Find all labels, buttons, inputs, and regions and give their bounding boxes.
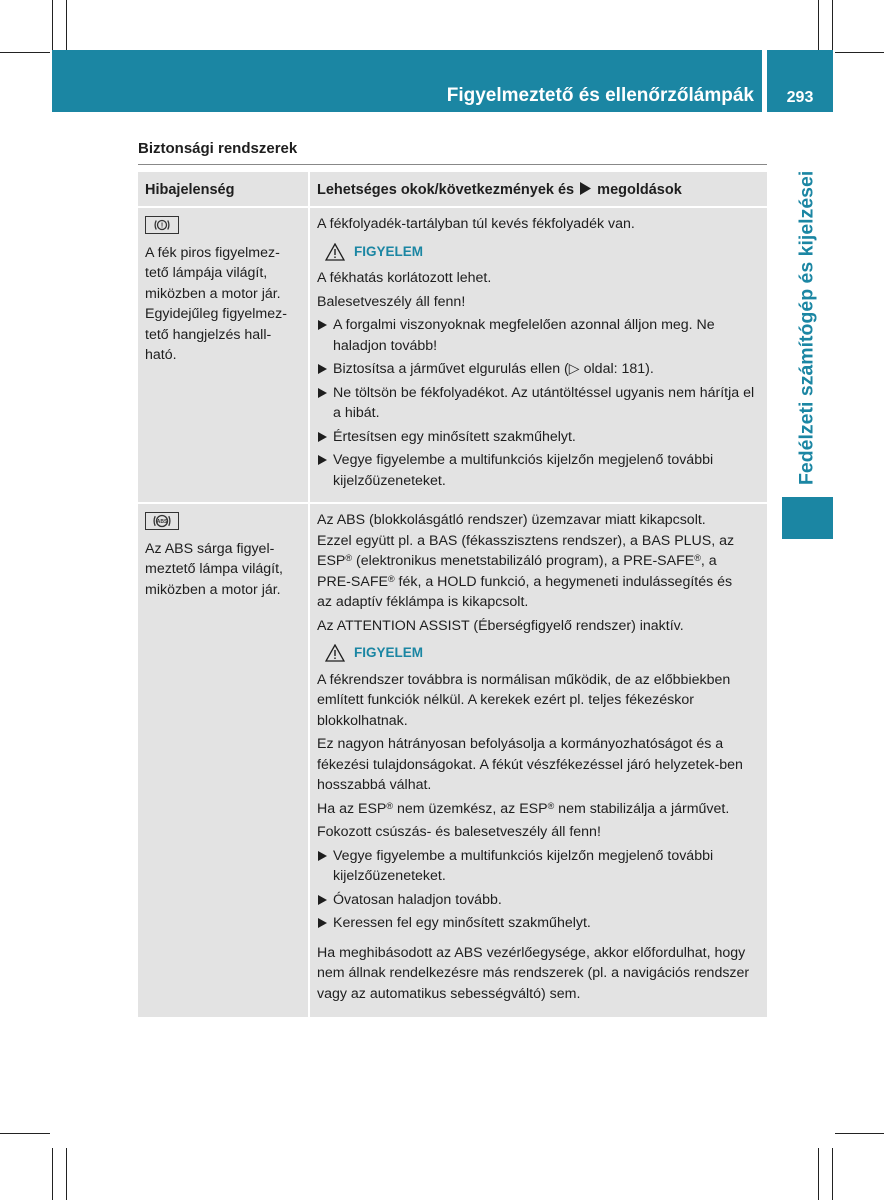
abs-warning-lamp-icon — [145, 512, 179, 530]
side-tab-marker — [782, 497, 833, 539]
warning-text: A fékhatás korlátozott lehet. — [317, 270, 492, 286]
triangle-arrow-icon — [579, 182, 592, 195]
warning-label: FIGYELEM — [354, 645, 424, 660]
symptom-cell — [138, 207, 309, 503]
warning-triangle-icon — [325, 644, 345, 662]
triangle-arrow-icon — [318, 364, 327, 374]
crop-mark — [52, 0, 53, 50]
cause-line: az adaptív féklámpa is kikapcsolt. — [317, 594, 529, 610]
symptom-line: ható. — [145, 347, 177, 363]
cause-line: Az ABS (blokkolásgátló rendszer) üzemzavar miatt kikapcsolt. — [317, 512, 706, 528]
section-title: Biztonsági rendszerek — [138, 140, 298, 157]
triangle-arrow-icon — [318, 851, 327, 861]
crop-mark — [835, 1133, 884, 1134]
warning-heading — [325, 242, 759, 263]
cause-cell — [309, 207, 767, 503]
side-tab-label: Fedélzeti számítógép és kijelzései — [795, 170, 818, 485]
triangle-arrow-icon — [318, 432, 327, 442]
triangle-arrow-icon — [318, 455, 327, 465]
cause-cell — [309, 503, 767, 1017]
chapter-header-bar — [52, 50, 762, 112]
triangle-arrow-icon — [318, 918, 327, 928]
symptom-cell — [138, 503, 309, 1017]
cause-line: ESP® (elektronikus menetstabilizáló program), a PRE-SAFE®, a — [317, 553, 717, 569]
action-item: Óvatosan haladjon tovább. — [317, 890, 759, 911]
svg-text:ABS: ABS — [156, 519, 168, 525]
action-item: Biztosítsa a járművet elgurulás ellen (▷ oldal: 181). — [317, 359, 759, 380]
table-row — [138, 207, 767, 503]
symptom-line: miközben a motor jár. — [145, 285, 281, 302]
symptom-line: A fék piros figyelmez- — [145, 244, 280, 261]
section-divider — [138, 164, 767, 165]
cause-text: A fékfolyadék-tartályban túl kevés fékfolyadék van. — [317, 216, 635, 232]
warning-text: A fékrendszer továbbra is normálisan működik, de az előbbiekben említett funkciók nélkül. A kerekek ezért pl. teljes fékezéskor blokkolhatnak. — [317, 671, 731, 729]
crop-mark — [0, 1133, 50, 1134]
warning-text: Balesetveszély áll fenn! — [317, 293, 466, 310]
symptom-line: meztető lámpa világít, — [145, 561, 283, 577]
warning-text: Fokozott csúszás- és balesetveszély áll fenn! — [317, 824, 601, 840]
table-header-row — [138, 172, 767, 207]
action-item: Értesítsen egy minősített szakműhelyt. — [317, 427, 759, 448]
action-item: Vegye figyelembe a multifunkciós kijelzőn megjelenő további kijelzőüzeneteket. — [317, 846, 759, 887]
column-header-symptom: Hibajelenség — [138, 172, 309, 207]
crop-mark — [0, 52, 50, 53]
action-item: Keressen fel egy minősített szakműhelyt. — [317, 913, 759, 934]
cause-line: Ezzel együtt pl. a BAS (fékasszisztens rendszer), a BAS PLUS, az — [317, 532, 735, 549]
warning-text: Ha az ESP® nem üzemkész, az ESP® nem stabilizálja a járművet. — [317, 800, 730, 817]
action-item: A forgalmi viszonyoknak megfelelően azonnal álljon meg. Ne haladjon tovább! — [317, 315, 759, 356]
symptom-line: Az ABS sárga figyel- — [145, 540, 275, 557]
crop-mark — [66, 0, 67, 50]
action-item: Vegye figyelembe a multifunkciós kijelzőn megjelenő további kijelzőüzeneteket. — [317, 450, 759, 491]
warning-heading — [325, 643, 759, 664]
triangle-arrow-icon — [318, 320, 327, 330]
page-number: 293 — [786, 89, 814, 106]
crop-mark — [818, 1148, 819, 1200]
crop-mark — [52, 1148, 53, 1200]
fault-table — [138, 172, 767, 1017]
symptom-line: Egyidejűleg figyelmez- — [145, 306, 287, 322]
symptom-line: miközben a motor jár. — [145, 581, 281, 598]
cause-line: PRE-SAFE® fék, a HOLD funkció, a hegymeneti indulássegítés és — [317, 573, 733, 590]
crop-mark — [835, 52, 884, 53]
crop-mark — [66, 1148, 67, 1200]
crop-mark — [832, 1148, 833, 1200]
symptom-line: tető lámpája világít, — [145, 265, 268, 281]
warning-triangle-icon — [325, 243, 345, 261]
triangle-arrow-icon — [318, 895, 327, 905]
brake-warning-lamp-icon — [145, 216, 179, 234]
column-header-causes: Lehetséges okok/következmények és megoldások — [309, 172, 767, 207]
triangle-arrow-icon — [318, 388, 327, 398]
action-item: Ne töltsön be fékfolyadékot. Az utántöltéssel ugyanis nem hárítja el a hibát. — [317, 383, 759, 424]
table-row — [138, 503, 767, 1017]
footer-note: Ha meghibásodott az ABS vezérlőegysége, akkor előfordulhat, hogy nem állnak rendelkezésre más rendszerek (pl. a navigációs rendszer vagy az automatikus sebességváltó) sem. — [317, 944, 750, 1002]
page-number-box — [767, 50, 833, 112]
warning-text: Ez nagyon hátrányosan befolyásolja a kormányozhatóságot és a fékezési tulajdonságokat. A fékút vészfékezéssel járó helyzetek-ben hosszabbá válhat. — [317, 736, 743, 793]
chapter-title: Figyelmeztető és ellenőrzőlámpák — [446, 85, 754, 106]
attention-assist-text: Az ATTENTION ASSIST (Éberségfigyelő rendszer) inaktív. — [317, 617, 684, 634]
svg-text:!: ! — [160, 222, 164, 230]
crop-mark — [818, 0, 819, 50]
symptom-line: tető hangjelzés hall- — [145, 326, 272, 343]
crop-mark — [832, 0, 833, 50]
warning-label: FIGYELEM — [354, 243, 424, 259]
